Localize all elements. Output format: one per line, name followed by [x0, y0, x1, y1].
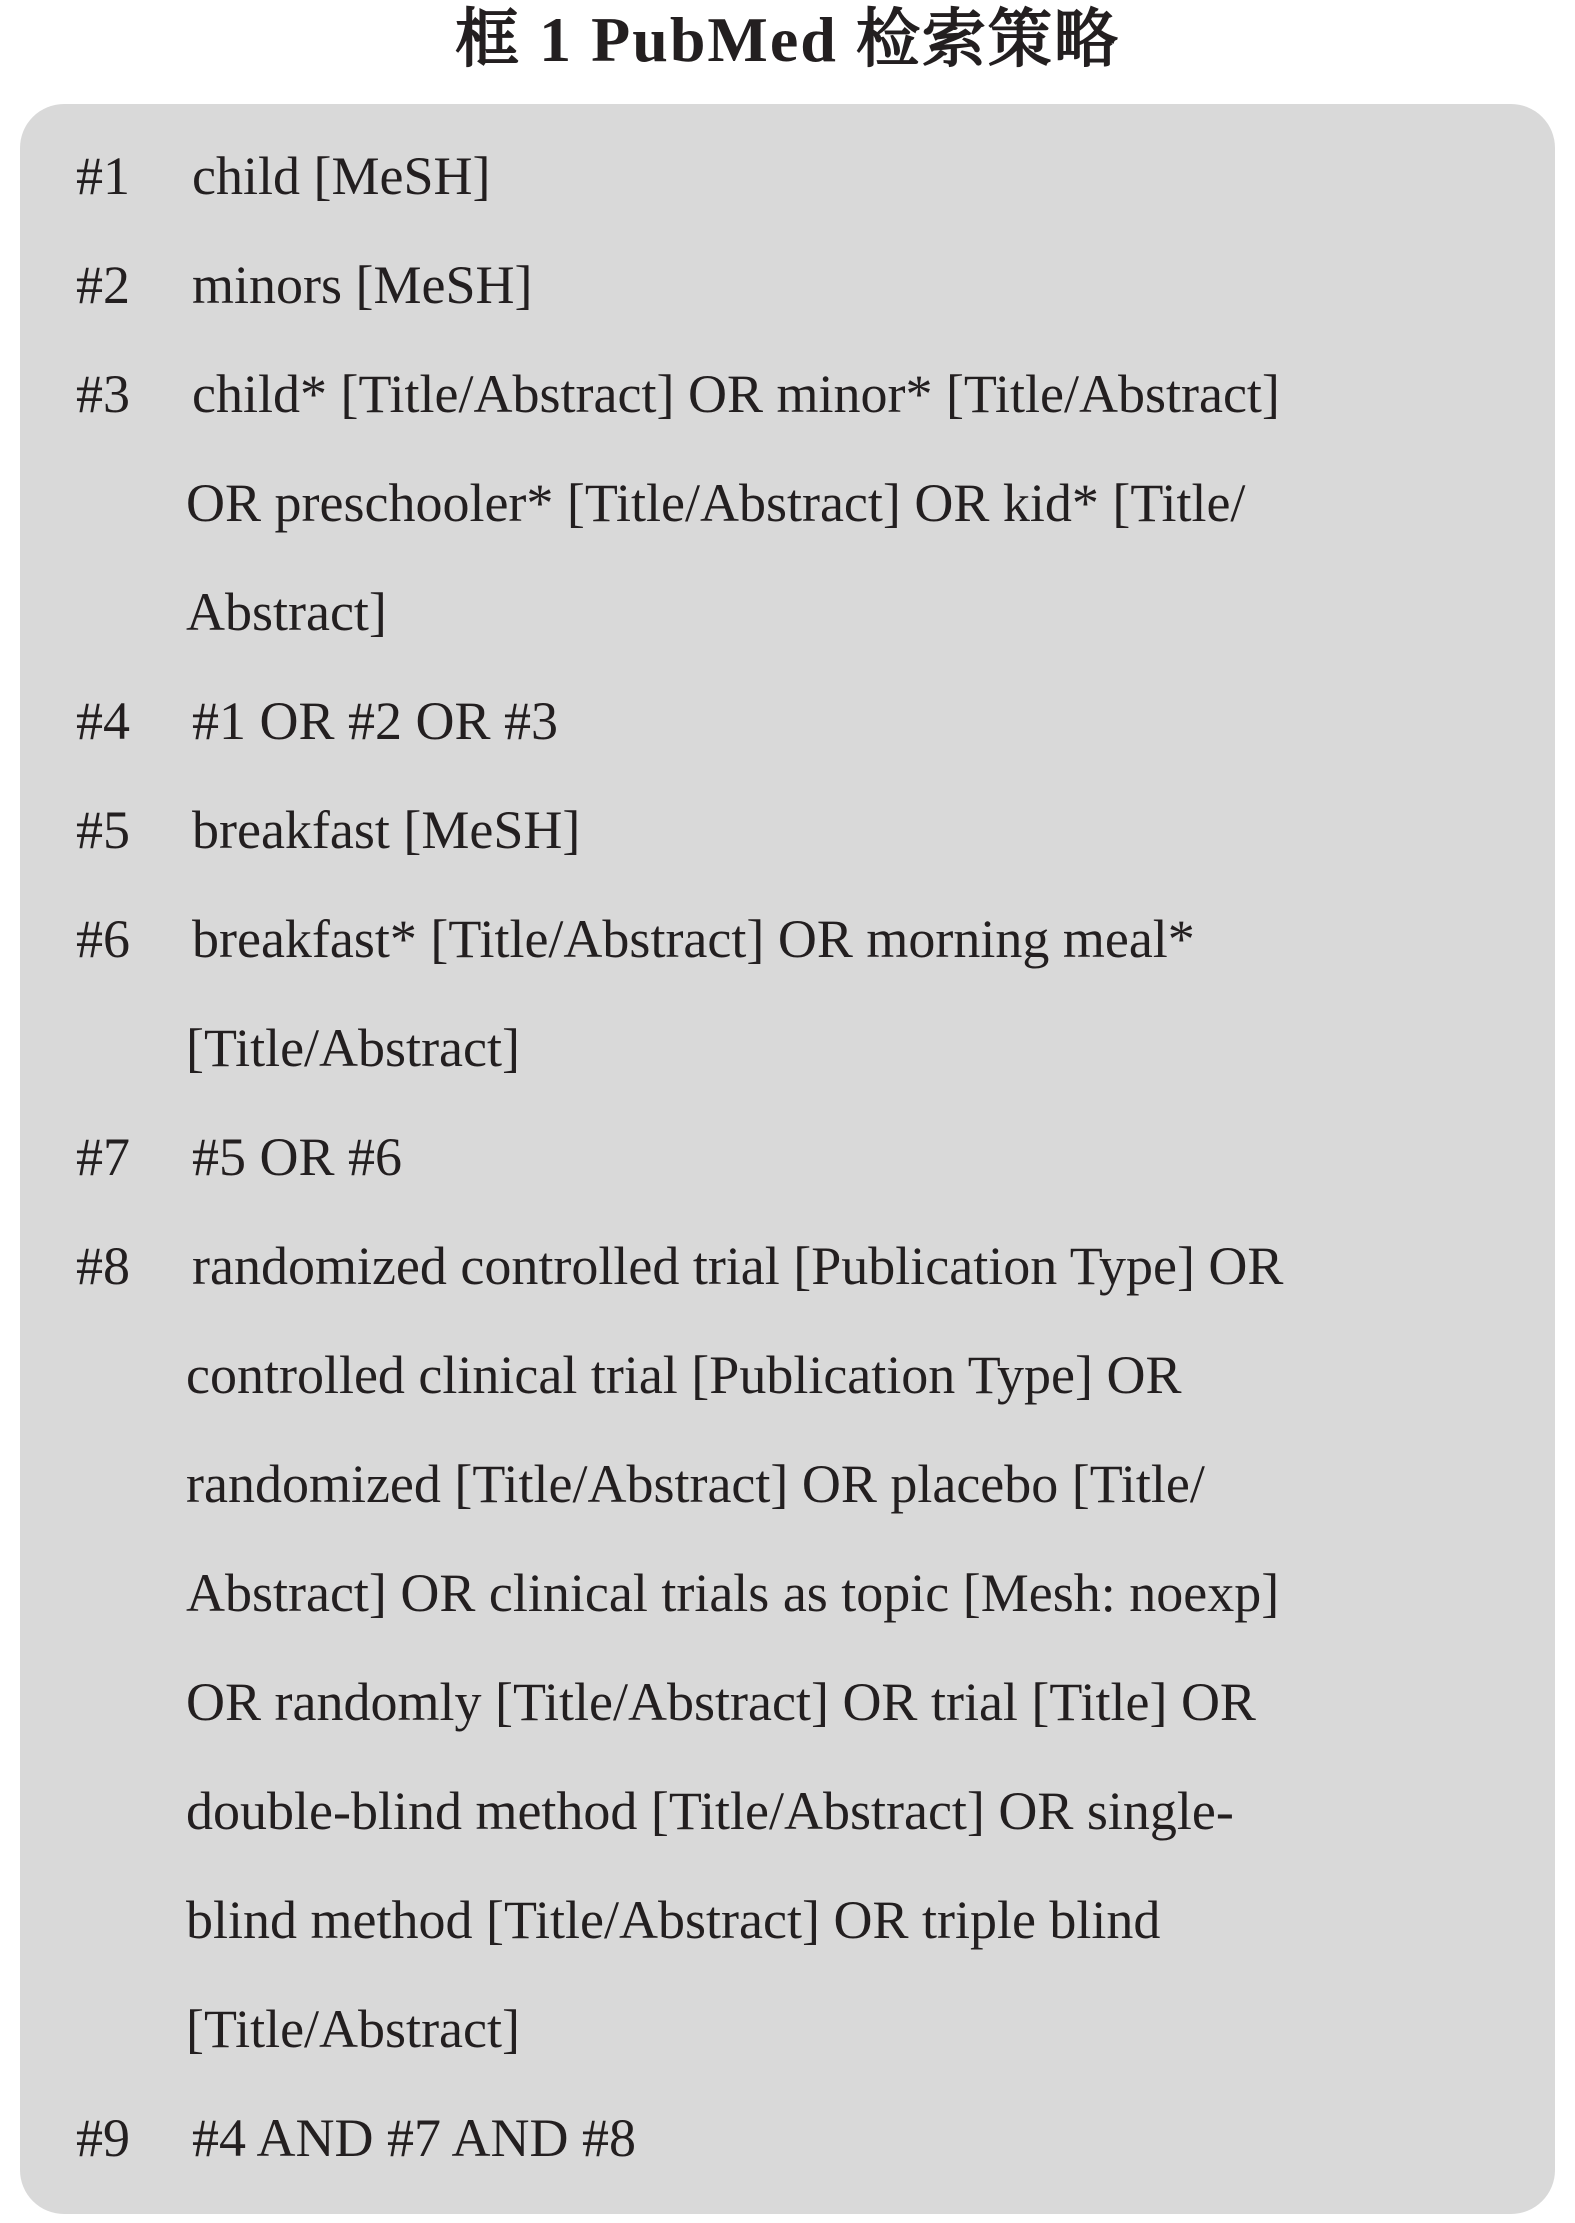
query-line: randomized controlled trial [Publication Type] OR — [192, 1236, 1284, 1296]
query-line: double-blind method [Title/Abstract] OR single- — [186, 1781, 1234, 1841]
entry-query — [192, 231, 532, 340]
entry-query — [192, 776, 580, 885]
query-line: #5 OR #6 — [192, 1127, 403, 1187]
entry-number: #7 — [76, 1127, 130, 1187]
entry-query — [192, 122, 490, 231]
entry-number: #3 — [76, 364, 130, 424]
query-line: OR preschooler* [Title/Abstract] OR kid* [Title/ — [186, 473, 1246, 533]
query-line: breakfast [MeSH] — [192, 800, 581, 860]
query-line: breakfast* [Title/Abstract] OR morning meal* — [192, 909, 1195, 969]
box-title: 框 1 PubMed 检索策略 — [455, 4, 1120, 75]
query-line: blind method [Title/Abstract] OR triple blind — [186, 1890, 1161, 1950]
entry-query — [192, 667, 558, 776]
entry-number: #8 — [76, 1236, 130, 1296]
entry-query — [186, 1212, 1284, 2084]
query-line: controlled clinical trial [Publication Type] OR — [186, 1345, 1182, 1405]
query-line: Abstract] OR clinical trials as topic [Mesh: noexp] — [186, 1563, 1280, 1623]
search-strategy-panel — [20, 104, 1555, 2214]
query-line: randomized [Title/Abstract] OR placebo [Title/ — [186, 1454, 1205, 1514]
entry-number: #1 — [76, 146, 130, 206]
query-line: [Title/Abstract] — [186, 1018, 520, 1078]
entry-number: #4 — [76, 691, 130, 751]
entry-query — [186, 340, 1280, 667]
query-line: Abstract] — [186, 582, 387, 642]
query-line: OR randomly [Title/Abstract] OR trial [Title] OR — [186, 1672, 1256, 1732]
entry-number: #9 — [76, 2108, 130, 2168]
query-line: #1 OR #2 OR #3 — [192, 691, 559, 751]
entry-number: #6 — [76, 909, 130, 969]
query-line: #4 AND #7 AND #8 — [192, 2108, 637, 2168]
query-line: child* [Title/Abstract] OR minor* [Title/Abstract] — [192, 364, 1280, 424]
query-line: minors [MeSH] — [192, 255, 533, 315]
query-line: child [MeSH] — [192, 146, 491, 206]
query-line: [Title/Abstract] — [186, 1999, 520, 2059]
entry-query — [186, 885, 1195, 1103]
entry-query — [192, 2084, 636, 2193]
entry-number: #5 — [76, 800, 130, 860]
entry-query — [192, 1103, 402, 1212]
entry-number: #2 — [76, 255, 130, 315]
